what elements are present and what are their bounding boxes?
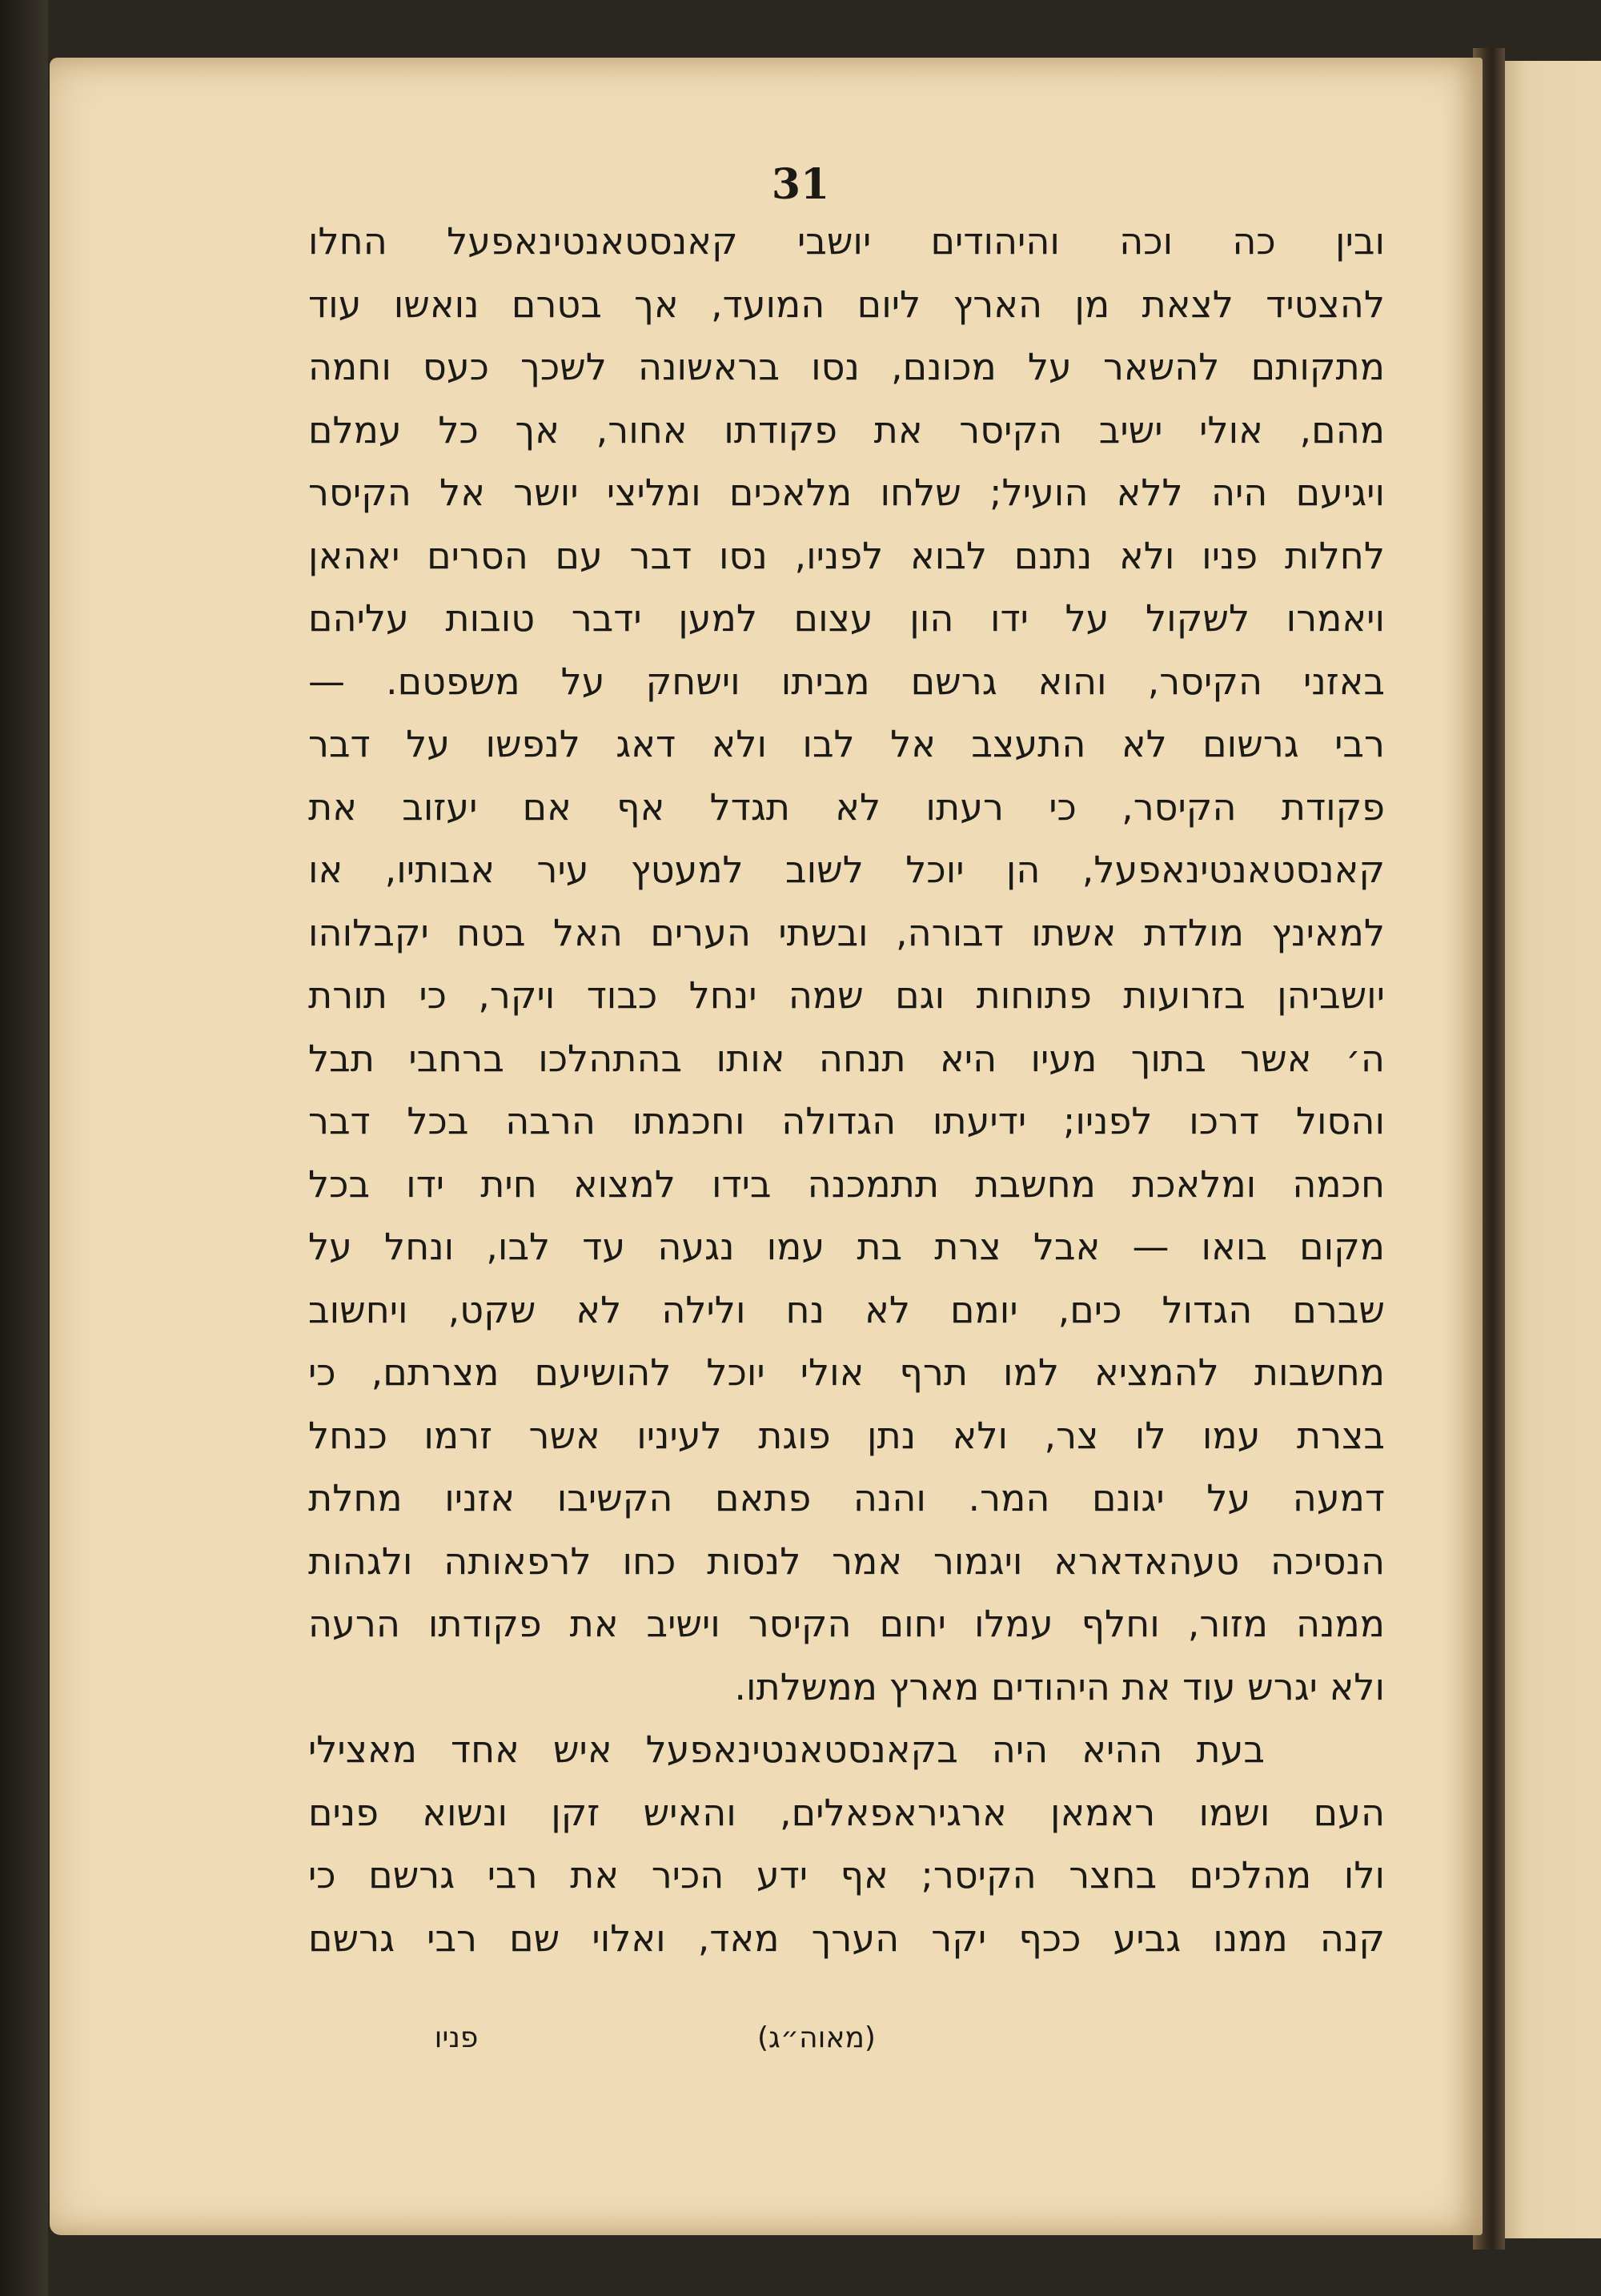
text-line: דמעה על יגונם המר. והנה פתאם הקשיבו אזניו מחלת xyxy=(308,1476,1385,1519)
text-line: מקום בואו — אבל צרת בת עמו נגעה עד לבו, ונחל על xyxy=(308,1225,1385,1268)
text-line: לחלות פניו ולא נתנם לבוא לפניו, נסו דבר עם הסרים יאהאן xyxy=(308,533,1385,577)
text-line: מחשבות להמציא למו תרף אולי יוכל להושיעם מצרתם, כי xyxy=(308,1351,1385,1394)
text-line: יושביהן בזרועות פתוחות וגם שמה ינחל כבוד ויקר, כי תורת xyxy=(308,973,1385,1017)
text-line: ויאמרו לשקול על ידו הון עצום למען ידבר טובות עליהם xyxy=(308,596,1385,640)
text-line: ה׳ אשר בתוך מעיו היא תנחה אותו בהתהלכו ברחבי תבל xyxy=(308,1036,1385,1080)
text-line: חכמה ומלאכת מחשבת תתמכנה בידו למצוא חית ידו בכל xyxy=(308,1162,1385,1206)
footer-signature: (מאוה״ג) xyxy=(757,2021,876,2054)
text-line: והסול דרכו לפניו; ידיעתו הגדולה וחכמתו הרבה בכל דבר xyxy=(308,1099,1385,1142)
page-number: 31 xyxy=(771,160,830,209)
text-line: קאנסטאנטינאפעל, הן יוכל לשוב למעטץ עיר אבותיו, או xyxy=(308,848,1385,891)
text-line: ולו מהלכים בחצר הקיסר; אף ידע הכיר את רבי גרשם כי xyxy=(308,1853,1385,1897)
text-line: מתקותם להשאר על מכונם, נסו בראשונה לשכך כעס וחמה xyxy=(308,345,1385,388)
text-line: קנה ממנו גביע ככף יקר הערך מאד, ואלוי שם רבי גרשם xyxy=(308,1916,1385,1960)
text-line: בצרת עמו לו צר, ולא נתן פוגת לעיניו אשר זרמו כנחל xyxy=(308,1413,1385,1457)
text-line: להצטיד לצאת מן הארץ ליום המועד, אך בטרם נואשו עוד xyxy=(308,282,1385,326)
book-edge-left xyxy=(0,0,48,2296)
text-line: פקודת הקיסר, כי רעתו לא תגדל אף אם יעזוב את xyxy=(308,785,1385,829)
text-line: ממנה מזור, וחלף עמלו יחום הקיסר וישיב את פקודתו הרעה xyxy=(308,1602,1385,1645)
text-line: מהם, אולי ישיב הקיסר את פקודתו אחור, אך כל עמלם xyxy=(308,407,1385,452)
adjacent-page xyxy=(1502,61,1601,2238)
text-line: העם ושמו ראמאן ארגיראפאלים, והאיש זקן ונשוא פנים xyxy=(308,1790,1385,1834)
paragraph-start-line: בעת ההיא היה בקאנסטאנטינאפעל איש אחד מאצילי xyxy=(308,1728,1265,1771)
paragraph-end-line: ולא יגרש עוד את היהודים מארץ ממשלתו. xyxy=(734,1664,1385,1708)
text-line: שברם הגדול כים, יומם לא נח ולילה לא שקט, ויחשוב xyxy=(308,1287,1385,1331)
footer-catchword: פניו xyxy=(434,2021,479,2054)
text-line: למאינץ מולדת אשתו דבורה, ובשתי הערים האל בטח יקבלוהו xyxy=(308,910,1385,954)
text-line: באזני הקיסר, והוא גרשם מביתו וישחק על משפטם. — xyxy=(308,659,1385,703)
text-line: ובין כה וכה והיהודים יושבי קאנסטאנטינאפעל החלו xyxy=(308,219,1385,263)
text-line: רבי גרשום לא התעצב אל לבו ולא דאג לנפשו על דבר xyxy=(308,722,1385,765)
text-line: ויגיעם היה ללא הועיל; שלחו מלאכים ומליצי יושר אל הקיסר xyxy=(308,471,1385,514)
body-text xyxy=(308,210,1385,1969)
text-line: הנסיכה טעהאדארא ויגמור אמר לנסות כחו לרפאותה ולגהות xyxy=(308,1539,1385,1583)
